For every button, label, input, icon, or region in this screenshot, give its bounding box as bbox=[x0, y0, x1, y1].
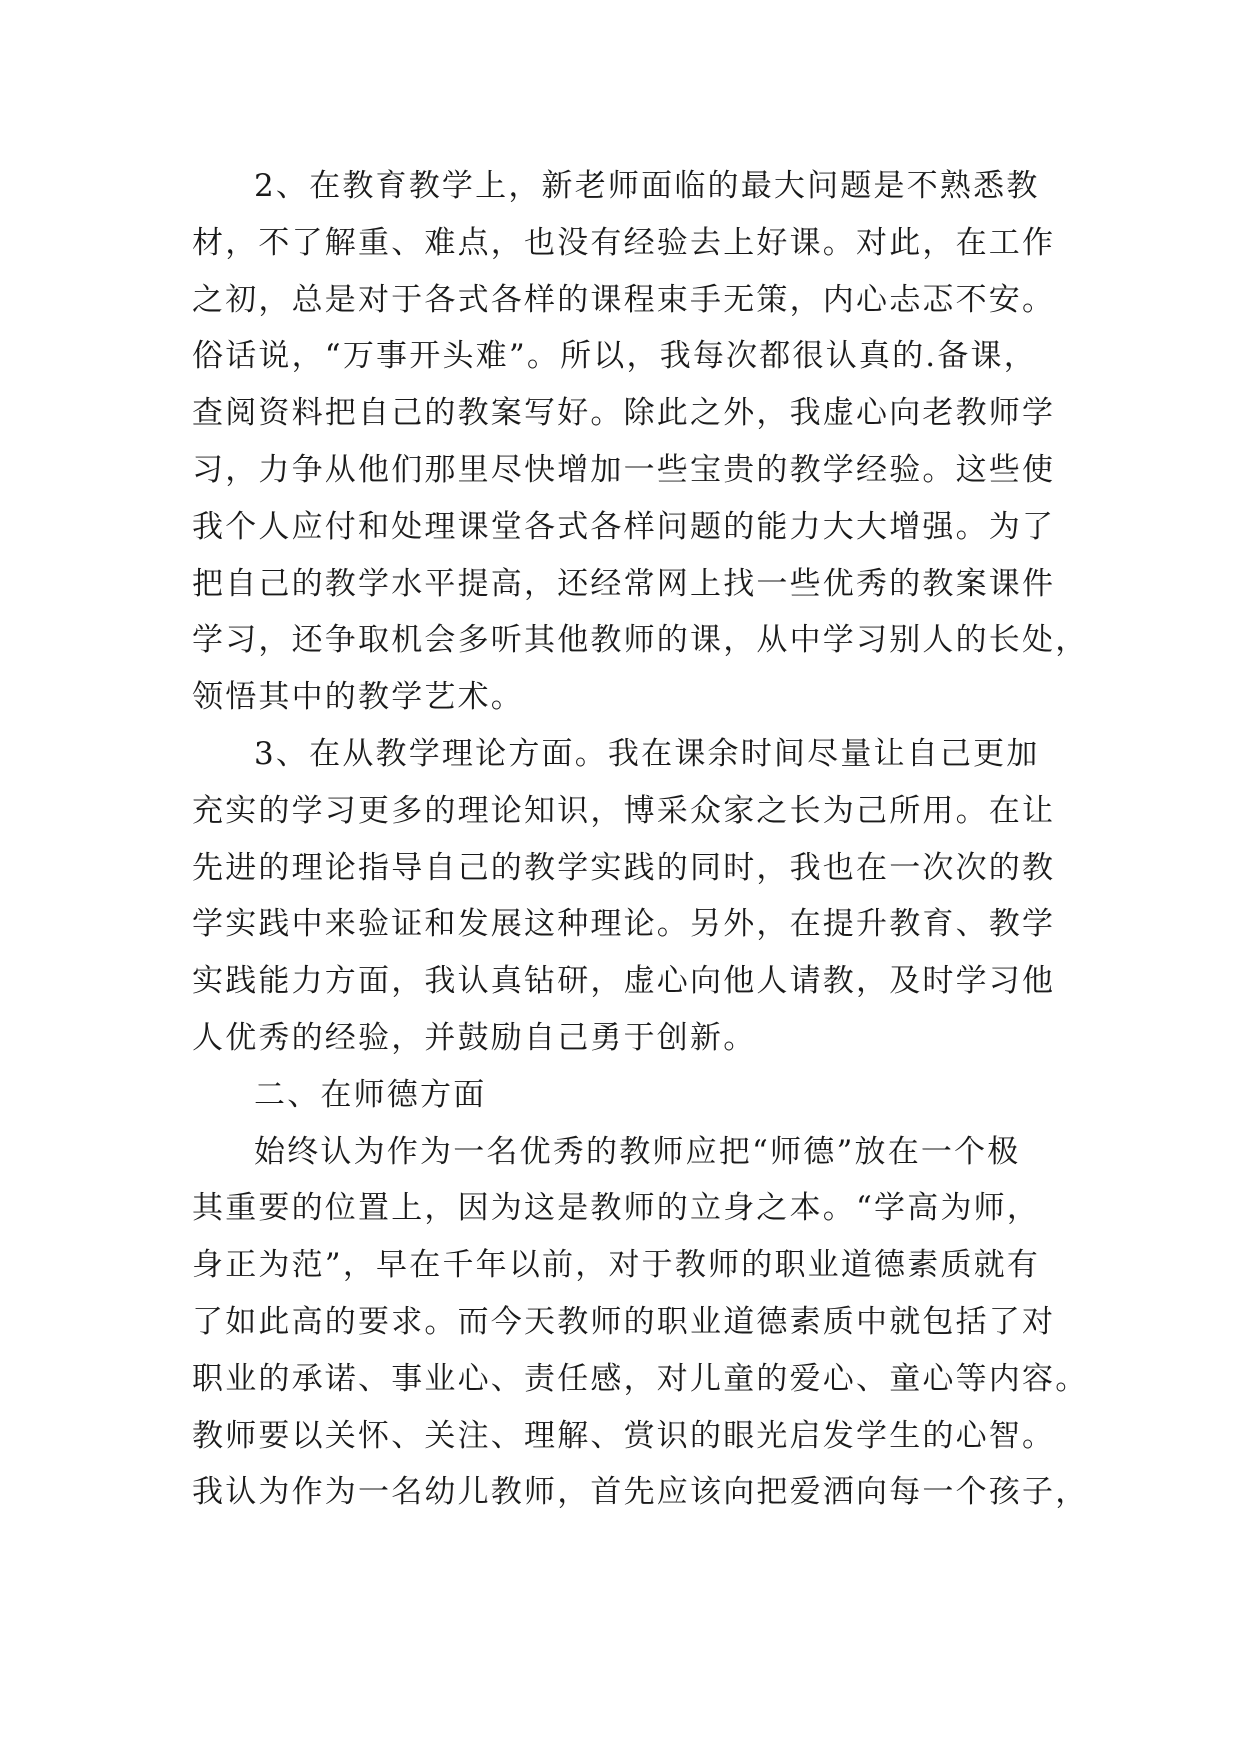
body-text bbox=[192, 158, 1089, 1521]
text-line: 教师要以关怀、关注、理解、赏识的眼光启发学生的心智。 bbox=[192, 1417, 1056, 1454]
text-line: 我个人应付和处理课堂各式各样问题的能力大大增强。为了 bbox=[192, 508, 1056, 545]
section-heading: 二、在师德方面 bbox=[254, 1076, 487, 1113]
text-line: 人优秀的经验，并鼓励自己勇于创新。 bbox=[192, 1019, 757, 1056]
text-line: 我认为作为一名幼儿教师，首先应该向把爱洒向每一个孩子， bbox=[192, 1474, 1089, 1511]
text-line: 之初，总是对于各式各样的课程束手无策，内心忐忑不安。 bbox=[192, 281, 1056, 318]
text-line: 身正为范”，早在千年以前，对于教师的职业道德素质就有 bbox=[192, 1247, 1041, 1284]
text-line: 把自己的教学水平提高，还经常网上找一些优秀的教案课件 bbox=[192, 565, 1056, 602]
text-line: 实践能力方面，我认真钻研，虚心向他人请教，及时学习他 bbox=[192, 963, 1056, 1000]
text-line: 了如此高的要求。而今天教师的职业道德素质中就包括了对 bbox=[192, 1303, 1056, 1340]
text-line: 学习，还争取机会多听其他教师的课，从中学习别人的长处， bbox=[192, 622, 1089, 659]
text-line: 领悟其中的教学艺术。 bbox=[192, 679, 524, 716]
text-line: 其重要的位置上，因为这是教师的立身之本。“学高为师， bbox=[192, 1190, 1041, 1227]
text-line: 职业的承诺、事业心、责任感，对儿童的爱心、童心等内容。 bbox=[192, 1360, 1089, 1397]
text-line: 习，力争从他们那里尽快增加一些宝贵的教学经验。这些使 bbox=[192, 451, 1056, 488]
text-line: 先进的理论指导自己的教学实践的同时，我也在一次次的教 bbox=[192, 849, 1056, 886]
text-line: 学实践中来验证和发展这种理论。另外，在提升教育、教学 bbox=[192, 906, 1056, 943]
text-line: 查阅资料把自己的教案写好。除此之外，我虚心向老教师学 bbox=[192, 395, 1056, 432]
text-line: 充实的学习更多的理论知识，博采众家之长为己所用。在让 bbox=[192, 792, 1056, 829]
text-line: 材，不了解重、难点，也没有经验去上好课。对此，在工作 bbox=[192, 224, 1056, 261]
text-line: 俗话说，“万事开头难”。所以，我每次都很认真的.备课， bbox=[192, 338, 1037, 375]
text-line: 2、在教育教学上，新老师面临的最大问题是不熟悉教 bbox=[254, 168, 1040, 204]
text-line: 3、在从教学理论方面。我在课余时间尽量让自己更加 bbox=[254, 735, 1040, 772]
text-line: 始终认为作为一名优秀的教师应把“师德”放在一个极 bbox=[254, 1133, 1021, 1170]
